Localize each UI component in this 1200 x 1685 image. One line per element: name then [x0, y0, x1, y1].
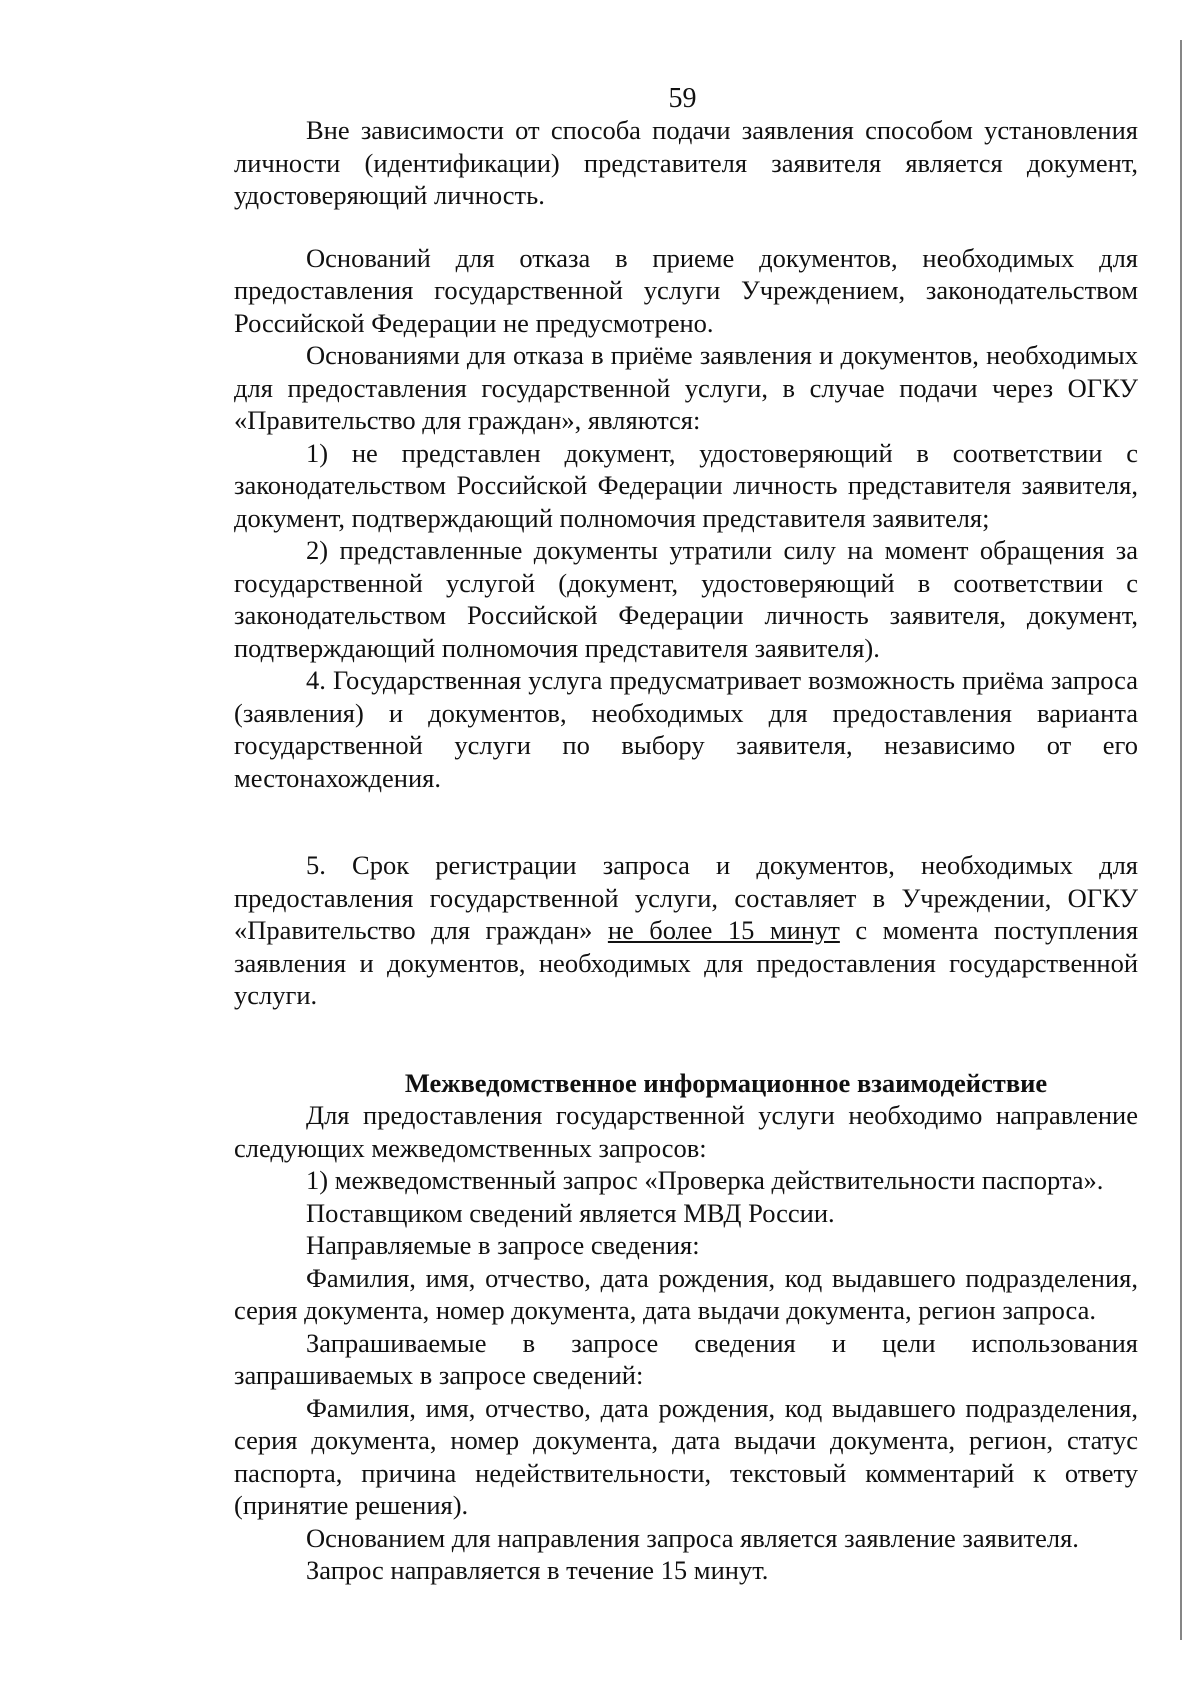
paragraph-request-basis: Основанием для направления запроса является заявление заявителя.: [306, 1522, 1079, 1553]
paragraph-ground-1: 1) не представлен документ, удостоверяющий в соответствии с законодательством Российской Федерации личность представителя заявителя, документ, подтверждающий полномочия представителя заявителя;: [234, 437, 1138, 533]
paragraph-request-timing: Запрос направляется в течение 15 минут.: [306, 1555, 769, 1585]
paragraph-refusal-grounds: Основаниями для отказа в приёме заявления и документов, необходимых для предоставления государственной услуги, в случае подачи через ОГКУ «Правительство для граждан», являются:: [234, 340, 1138, 435]
document-body: [234, 114, 1138, 1587]
page-number: 59: [668, 83, 697, 114]
paragraph-provider: Поставщиком сведений является МВД России.: [306, 1197, 835, 1228]
paragraph-no-refusal-grounds: Оснований для отказа в приеме документов, необходимых для предоставления государственной услуги Учреждением, законодательством Российской Федерации не предусмотрено.: [234, 242, 1138, 338]
paragraph-sent-data-label: Направляемые в запросе сведения:: [306, 1230, 700, 1260]
paragraph-requested-data: Фамилия, имя, отчество, дата рождения, код выдавшего подразделения, серия документа, номер документа, дата выдачи документа, регион, статус паспорта, причина недействительности, текстовый комментарий к ответу (принятие решения).: [234, 1392, 1138, 1520]
paragraph-item-5-end: с момента поступления заявления и документов, необходимых для предоставления государственной услуги.: [234, 915, 1139, 1010]
paragraph-item-5-start: 5. Срок регистрации запроса и документов, необходимых для предоставления государственной услуги, составляет в Учреждении, ОГКУ «Правительство для граждан»: [234, 850, 1138, 945]
paragraph-request-1: 1) межведомственный запрос «Проверка действительности паспорта».: [306, 1165, 1104, 1195]
spacer: [234, 1012, 1138, 1067]
paragraph-requests-needed: Для предоставления государственной услуги необходимо направление следующих межведомственных запросов:: [234, 1100, 1138, 1163]
paragraph-item-5: [234, 849, 1138, 1012]
paragraph-ground-2: 2) представленные документы утратили силу на момент обращения за государственной услугой (документ, удостоверяющий в соответствии с законодательством Российской Федерации личность заявителя, документ, подтверждающий полномочия представителя заявителя).: [234, 535, 1138, 663]
paragraph-item-4: 4. Государственная услуга предусматривает возможность приёма запроса (заявления) и документов, необходимых для предоставления варианта государственной услуги по выбору заявителя, независимо от его местонахождения.: [234, 665, 1138, 793]
spacer: [234, 794, 1138, 849]
paragraph-identification: Вне зависимости от способа подачи заявления способом установления личности (идентификации) представителя заявителя является документ, удостоверяющий личность.: [234, 115, 1138, 210]
section-heading: Межведомственное информационное взаимодействие: [404, 1067, 1048, 1098]
paragraph-requested-data-label: Запрашиваемые в запросе сведения и цели использования запрашиваемых в запросе сведений:: [234, 1327, 1138, 1390]
spacer: [234, 212, 1138, 242]
scan-edge-line: [1180, 40, 1182, 1640]
paragraph-sent-data: Фамилия, имя, отчество, дата рождения, код выдавшего подразделения, серия документа, номер документа, дата выдачи документа, регион запроса.: [234, 1262, 1138, 1325]
underlined-time-limit: не более 15 минут: [607, 915, 840, 945]
